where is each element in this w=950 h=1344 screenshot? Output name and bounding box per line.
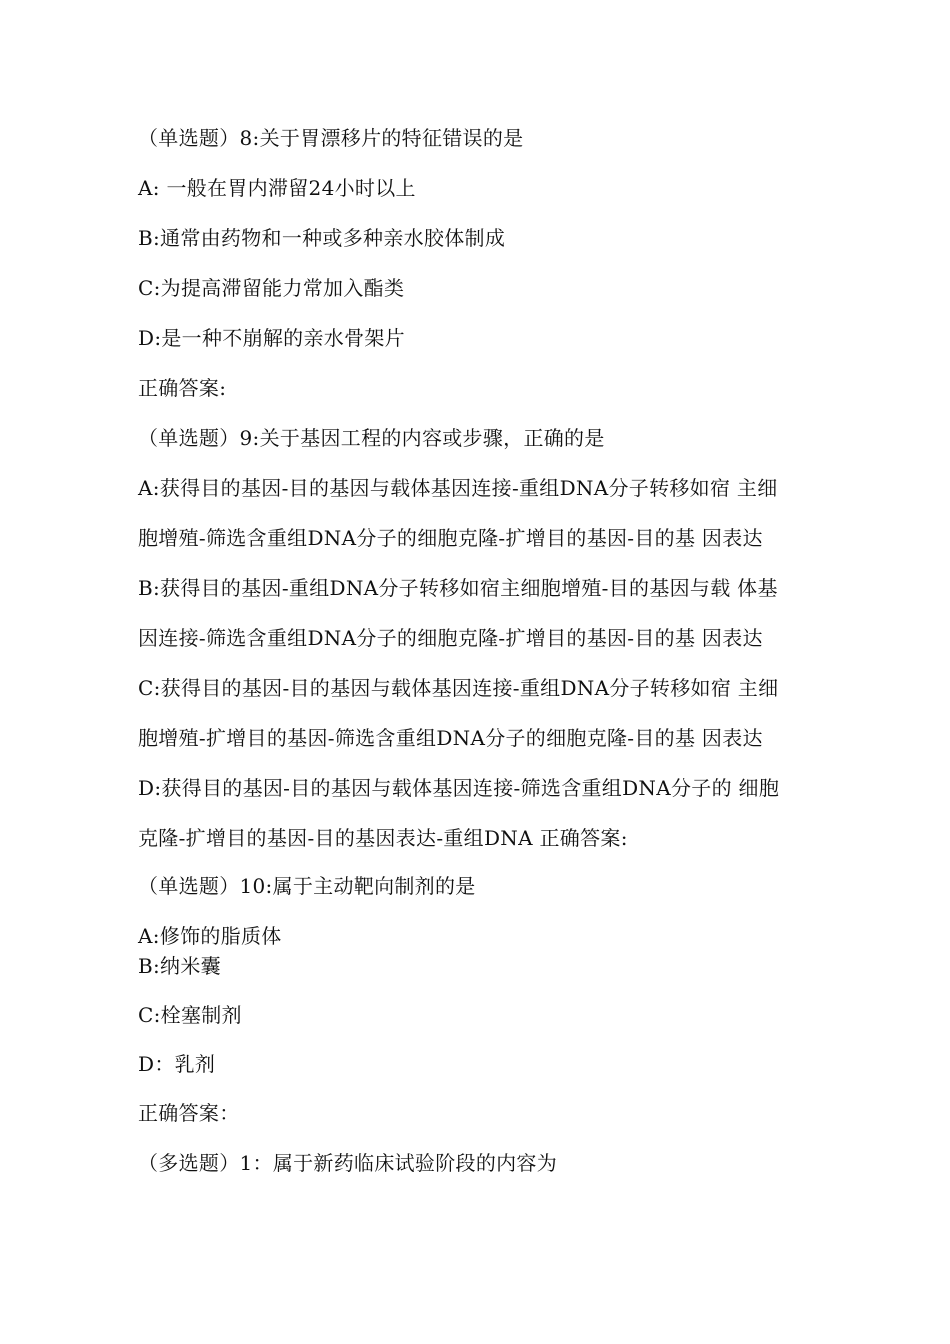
question-9-option-d-line-2: 克隆-扩增目的基因-目的基因表达-重组DNA 正确答案: bbox=[138, 826, 628, 850]
question-8-answer-label: 正确答案: bbox=[138, 376, 227, 400]
question-9-option-a-line-1: A:获得目的基因-目的基因与载体基因连接-重组DNA分子转移如宿 主细 bbox=[138, 476, 778, 500]
question-9-option-b-line-1: B:获得目的基因-重组DNA分子转移如宿主细胞增殖-目的基因与载 体基 bbox=[138, 576, 778, 600]
question-10-option-c: C:栓塞制剂 bbox=[138, 1003, 242, 1027]
question-9-option-d-line-1: D:获得目的基因-目的基因与载体基因连接-筛选含重组DNA分子的 细胞 bbox=[138, 776, 780, 800]
question-9-option-c-line-2: 胞增殖-扩增目的基因-筛选含重组DNA分子的细胞克隆-目的基 因表达 bbox=[138, 726, 763, 750]
question-10-stem: （单选题）10:属于主动靶向制剂的是 bbox=[138, 874, 476, 898]
question-10-answer-label: 正确答案： bbox=[138, 1101, 240, 1125]
question-8-option-c: C:为提高滞留能力常加入酯类 bbox=[138, 276, 405, 300]
multi-question-1-stem: （多选题）1：属于新药临床试验阶段的内容为 bbox=[138, 1151, 558, 1175]
question-8-option-a: A: 一般在胃内滞留24小时以上 bbox=[138, 176, 416, 200]
question-10-option-b: B:纳米囊 bbox=[138, 954, 221, 978]
question-8-option-b: B:通常由药物和一种或多种亲水胶体制成 bbox=[138, 226, 506, 250]
question-9-option-a-line-2: 胞增殖-筛选含重组DNA分子的细胞克隆-扩增目的基因-目的基 因表达 bbox=[138, 526, 763, 550]
question-10-option-a: A:修饰的脂质体 bbox=[138, 924, 282, 948]
question-9-option-c-line-1: C:获得目的基因-目的基因与载体基因连接-重组DNA分子转移如宿 主细 bbox=[138, 676, 779, 700]
question-10-option-d: D：乳剂 bbox=[138, 1052, 216, 1076]
question-8-option-d: D:是一种不崩解的亲水骨架片 bbox=[138, 326, 405, 350]
question-9-stem: （单选题）9:关于基因工程的内容或步骤，正确的是 bbox=[138, 426, 605, 450]
question-9-option-b-line-2: 因连接-筛选含重组DNA分子的细胞克隆-扩增目的基因-目的基 因表达 bbox=[138, 626, 763, 650]
question-8-stem: （单选题）8:关于胃漂移片的特征错误的是 bbox=[138, 126, 524, 150]
